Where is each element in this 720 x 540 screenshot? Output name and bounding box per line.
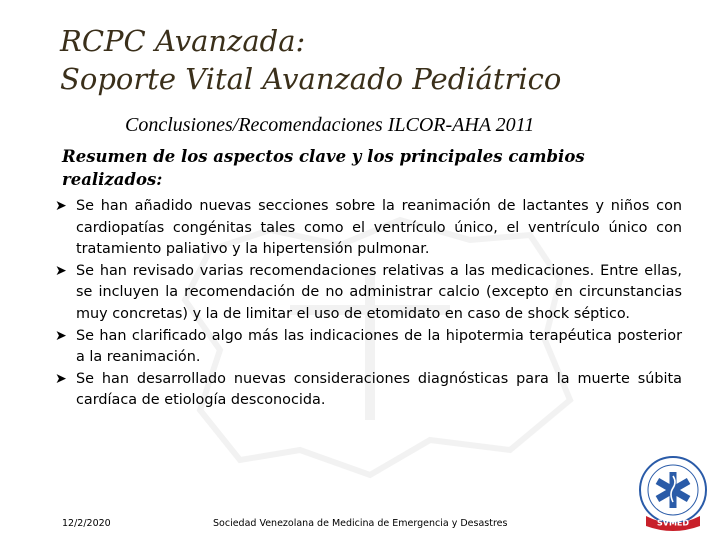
bullet-text: Se han revisado varias recomendaciones relativas a las medicaciones. Entre ellas, se incluyen la recomendación de no administrar calcio (excepto en circunstancias muy concretas) y la de limitar el uso de etomidato en caso de shock séptico.	[76, 262, 682, 322]
bullet-item	[55, 369, 682, 412]
slide-title	[60, 22, 561, 98]
arrow-bullet-icon: ➤	[55, 327, 67, 344]
title-line-2: Soporte Vital Avanzado Pediátrico	[60, 62, 562, 96]
bullet-item	[55, 196, 682, 261]
bullet-item	[55, 326, 682, 369]
bullet-text: Se han clarificado algo más las indicaciones de la hipotermia terapéutica posterior a la reanimación.	[76, 327, 682, 366]
bullet-list	[55, 196, 682, 412]
heading-line-1: Resumen de los aspectos clave y los principales cambios	[62, 147, 585, 166]
svmed-logo	[632, 452, 714, 534]
bullet-text: Se han desarrollado nuevas consideraciones diagnósticas para la muerte súbita cardíaca de etiología desconocida.	[76, 370, 682, 409]
title-line-1: RCPC Avanzada:	[60, 24, 306, 58]
bullet-text: Se han añadido nuevas secciones sobre la reanimación de lactantes y niños con cardiopatías congénitas tales como el ventrículo único, el ventrículo único con tratamiento paliativo y la hipertensión pulmonar.	[76, 198, 682, 258]
bullet-item	[55, 261, 682, 326]
arrow-bullet-icon: ➤	[55, 370, 67, 387]
heading-line-2: realizados:	[62, 170, 163, 189]
svg-text:SVMED: SVMED	[656, 518, 690, 528]
footer-organization: Sociedad Venezolana de Medicina de Emergencia y Desastres	[213, 518, 508, 529]
footer-date: 12/2/2020	[62, 518, 111, 529]
arrow-bullet-icon: ➤	[55, 198, 67, 214]
section-heading	[62, 145, 662, 191]
arrow-bullet-icon: ➤	[55, 262, 67, 279]
slide-subtitle: Conclusiones/Recomendaciones ILCOR-AHA 2011	[125, 114, 535, 136]
